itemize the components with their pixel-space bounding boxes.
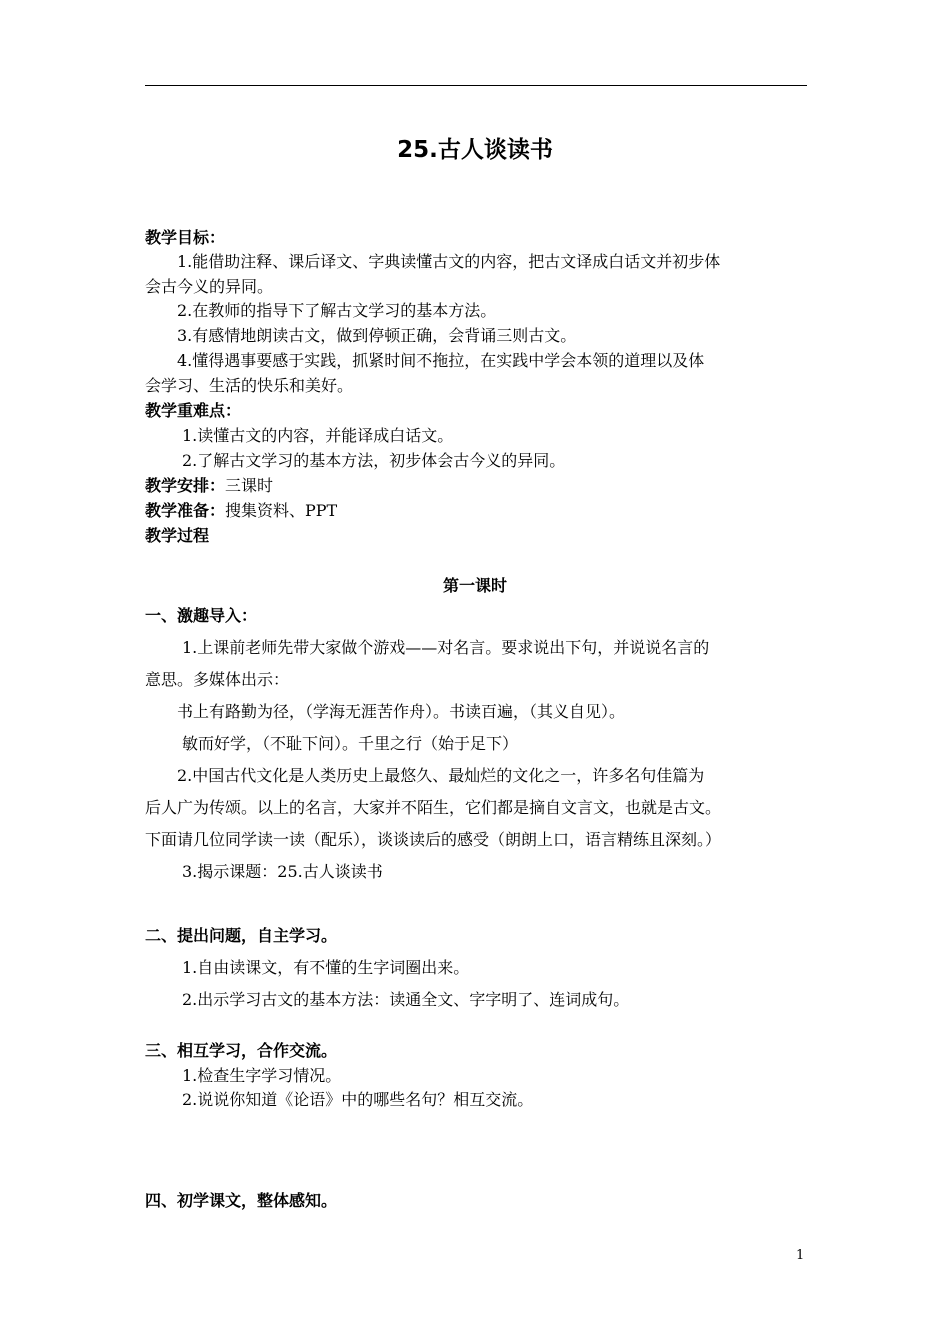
process-heading: 教学过程 [145, 526, 210, 545]
section-line: 2.中国古代文化是人类历史上最悠久、最灿烂的文化之一，许多名句佳篇为 [177, 766, 705, 785]
section-line: 意思。多媒体出示： [145, 670, 290, 689]
key-points-heading: 教学重难点： [145, 401, 242, 420]
section-heading: 二、提出问题，自主学习。 [145, 926, 338, 945]
section-heading: 三、相互学习，合作交流。 [145, 1041, 338, 1060]
page-number: 1 [796, 1248, 805, 1263]
section-line: 后人广为传颂。以上的名言，大家并不陌生，它们都是摘自文言文，也就是古文。 [145, 798, 722, 817]
section-line: 2.出示学习古文的基本方法：读通全文、字字明了、连词成句。 [182, 990, 630, 1009]
preparation-row [145, 501, 337, 521]
objective-line: 会学习、生活的快乐和美好。 [145, 376, 354, 395]
objective-line: 2.在教师的指导下了解古文学习的基本方法。 [177, 301, 497, 320]
section-line: 1.上课前老师先带大家做个游戏——对名言。要求说出下句，并说说名言的 [182, 638, 710, 657]
section-line: 敏而好学，（不耻下问）。千里之行（始于足下） [182, 734, 519, 753]
objective-line: 4.懂得遇事要感于实践，抓紧时间不拖拉，在实践中学会本领的道理以及体 [177, 351, 705, 370]
section-heading: 一、激趣导入： [145, 606, 258, 625]
section-heading: 四、初学课文，整体感知。 [145, 1191, 338, 1210]
section-line: 1.检查生字学习情况。 [182, 1066, 342, 1085]
objectives-heading: 教学目标： [145, 228, 226, 247]
schedule-label: 教学安排： [145, 476, 226, 495]
objective-line: 3.有感情地朗读古文，做到停顿正确，会背诵三则古文。 [177, 326, 577, 345]
preparation-value: 搜集资料、PPT [225, 501, 338, 520]
objective-line: 会古今义的异同。 [145, 277, 274, 296]
key-point-line: 2.了解古文学习的基本方法，初步体会古今义的异同。 [182, 451, 566, 470]
section-line: 下面请几位同学读一读（配乐），谈谈读后的感受（朗朗上口，语言精练且深刻。） [145, 830, 722, 849]
document-title: 25.古人谈读书 [397, 137, 553, 163]
schedule-value: 三课时 [225, 476, 274, 495]
header-rule [145, 85, 807, 86]
preparation-label: 教学准备： [145, 501, 226, 520]
section-line: 2.说说你知道《论语》中的哪些名句？相互交流。 [182, 1090, 534, 1109]
lesson-title: 第一课时 [442, 576, 507, 595]
objective-line: 1.能借助注释、课后译文、字典读懂古文的内容，把古文译成白话文并初步体 [177, 252, 721, 271]
section-line: 3.揭示课题：25.古人谈读书 [182, 862, 383, 881]
key-point-line: 1.读懂古文的内容，并能译成白话文。 [182, 426, 454, 445]
schedule-row [145, 476, 273, 496]
section-line: 1.自由读课文，有不懂的生字词圈出来。 [182, 958, 470, 977]
section-line: 书上有路勤为径，（学海无涯苦作舟）。书读百遍，（其义自见）。 [177, 702, 626, 721]
